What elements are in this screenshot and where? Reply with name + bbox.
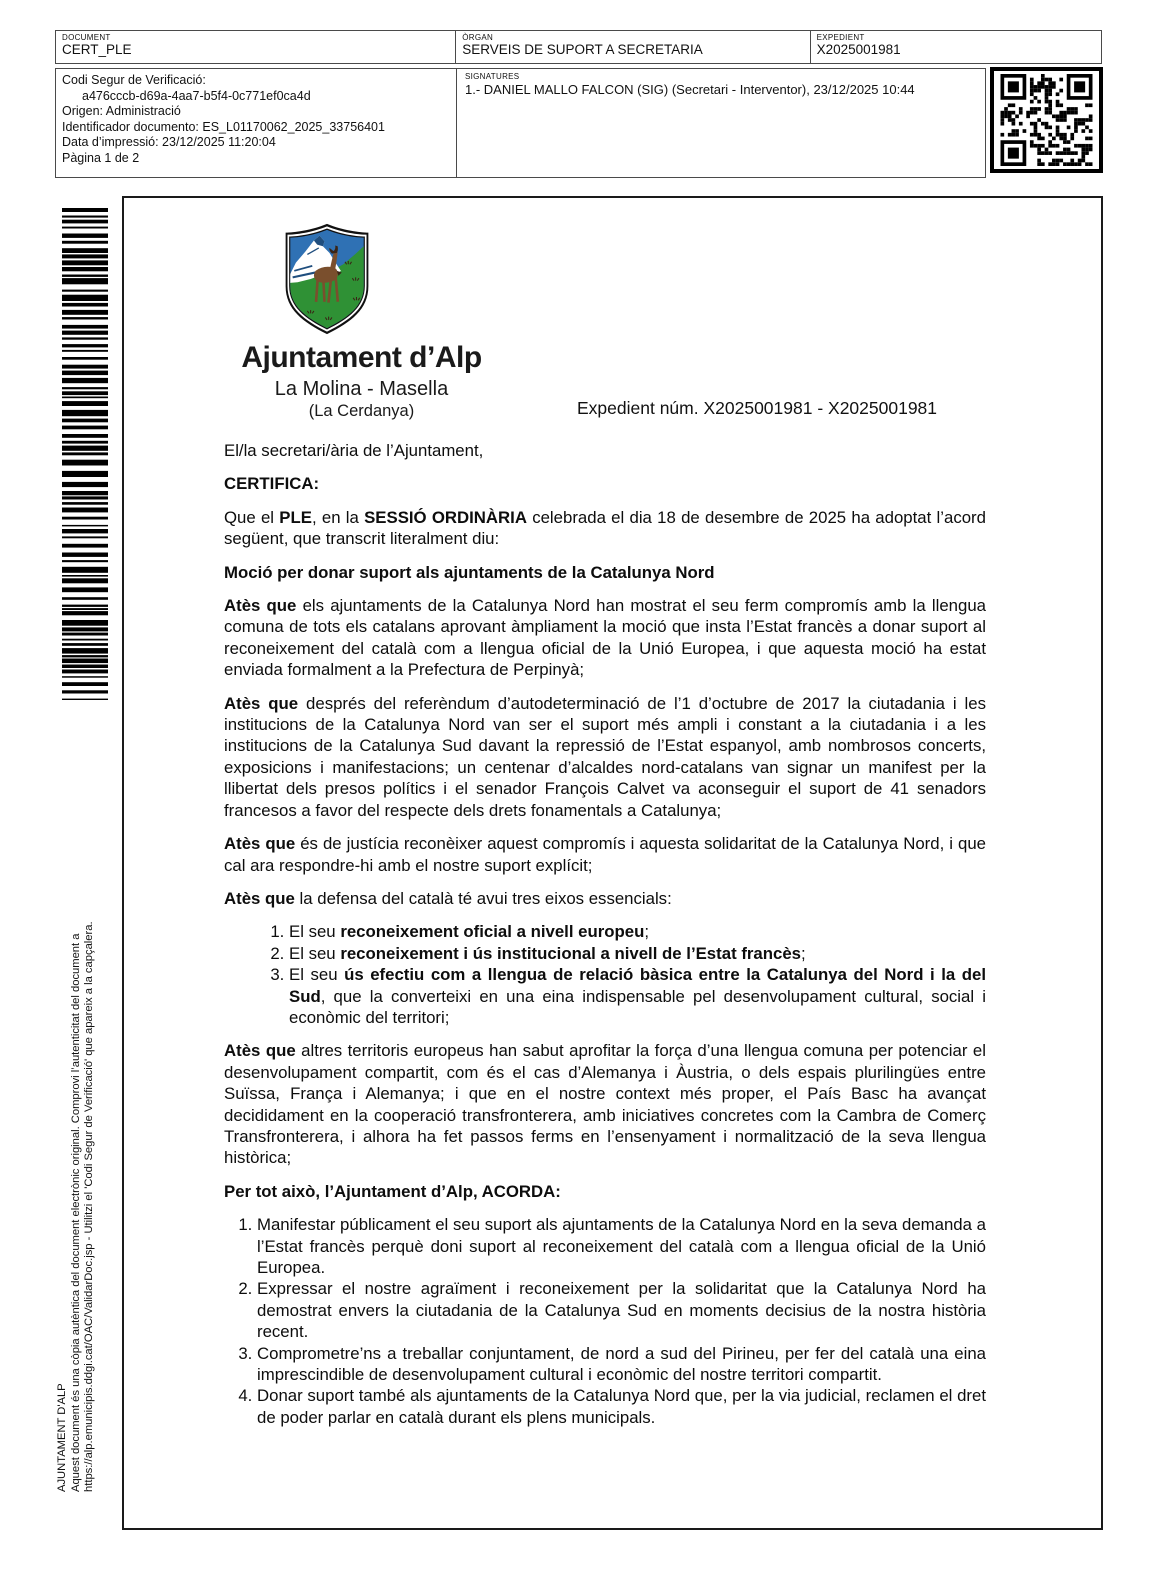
coat-of-arms-icon [281,222,373,336]
text: Donar suport també als ajuntaments de la Catalunya Nord que, per la via judicial, reclamen el dret de poder parlar en català durant els plens municipals. [257,1386,986,1427]
barcode-pattern [62,208,108,700]
organ-label: ÒRGAN [462,33,494,42]
logo-region: (La Cerdanya) [308,402,415,420]
main-content-frame [122,196,1103,1530]
document-value: CERT_PLE [62,42,132,57]
paragraph [224,440,986,461]
bold-text: Atès que [224,693,299,713]
sidebar-validation-url: https://alp.emunicipis.ddgi.cat/OAC/ValidarDoc.jsp - Utilitzi el 'Codi Segur de Verificació' que apareix a la capçalera. [83,921,95,1492]
bold-text: reconeixement oficial a nivell europeu [340,922,645,942]
bold-text: Moció per donar suport als ajuntaments de la Catalunya Nord [224,562,715,582]
verification-line: Origen: Administració [62,104,181,119]
verification-line: Codi Segur de Verificació: [62,73,206,87]
paragraph [224,888,986,909]
paragraph [224,693,986,821]
text: ; [644,922,650,942]
signature-line: 1.- DANIEL MALLO FALCON (SIG) (Secretari - Interventor), 23/12/2025 10:44 [465,82,915,97]
expedient-label: EXPEDIENT [816,33,865,42]
verification-signatures-box [55,68,986,178]
header-cell-organ [455,31,809,63]
list-item [257,1385,986,1428]
text: Expressar el nostre agraïment i reconeixement per la solidaritat que la Catalunya Nord ha demostrat envers la ciutadania de la Catalunya Sud en moments decisius de la nostra història recent. [257,1279,986,1342]
bold-text: Atès que [224,1041,296,1061]
expedient-value: X2025001981 [816,42,901,57]
bold-text: ús efectiu com a llengua de relació bàsica entre la Catalunya del Nord i la del Sud [289,965,986,1006]
sidebar-org-name: AJUNTAMENT D'ALP [56,1383,68,1492]
municipality-logo [239,222,484,421]
text: després del referèndum d’autodeterminació de l’1 d’octubre de 2017 la ciutadania i les institucions de la Catalunya Nord van ser el suport més ampli i constant a la ciutadania i a les institucions de la Catalunya Sud davant la repressió de l’Estat espanyol, amb nombrosos concerts, exposicions i manifestacions; un centenar d’alcaldes nord-catalans van signar un manifest per la llibertat dels presos polítics i el senador François Calvet va aconseguir el suport de 41 senadors francesos a favor del respecte dels drets fonamentals a Catalunya; [224,693,986,820]
text: Manifestar públicament el seu suport als ajuntaments de la Catalunya Nord en la seva demanda a l’Estat francès perquè doni suport al reconeixement del català com a llengua oficial de la Unió Europea. [257,1215,986,1277]
paragraph [224,833,986,876]
text: El seu [289,943,341,963]
page-number: Pàgina 1 de 2 [62,150,140,165]
verification-line: Data d’impressió: 23/12/2025 11:20:04 [62,135,276,150]
qr-code [990,67,1103,173]
document-body [224,440,986,1440]
expedient-number-line: Expedient núm. X2025001981 - X2025001981 [577,398,938,418]
list-item [257,1214,986,1278]
qr-code-pattern [999,74,1094,166]
section-heading [224,562,986,583]
header-table [55,30,1102,64]
bold-text: CERTIFICA: [224,474,320,494]
bold-text: Atès que [224,596,297,616]
text: altres territoris europeus han sabut aprofitar la força d’una llengua comuna per potenciar el desenvolupament compartit, com és el cas d’Alemanya i Àustria, o dels espais plurilingües entre Suïssa, França i Alemanya; i que en el nostre context més proper, el País Basc ha avançat decididament en la cooperació transfronterera, amb iniciatives concretes com la Cambra de Comerç Transfronterera, i alhora ha fet passos ferms en l’ensenyament i normalització de la seva llengua històrica; [224,1041,986,1168]
paragraph [224,507,986,550]
signatures-label: SIGNATURES [465,72,520,81]
sidebar-vertical-text [56,780,118,1492]
text: és de justícia reconèixer aquest compromís i aquesta solidaritat de la Catalunya Nord, i que cal ara respondre-hi amb el nostre suport explícit; [224,834,986,875]
ordered-list [224,1214,986,1428]
text: El/la secretari/ària de l’Ajuntament, [224,441,484,460]
bold-text: Atès que [224,888,295,908]
verification-block [56,69,456,177]
organ-value: SERVEIS DE SUPORT A SECRETARIA [462,42,703,57]
header-cell-document [56,31,455,63]
list-item [289,921,986,942]
logo-title: Ajuntament d’Alp [241,341,482,374]
logo-subtitle: La Molina - Masella [274,378,449,400]
paragraph [224,1040,986,1168]
header-cell-expedient [810,31,1101,63]
verification-line: Identificador documento: ES_L01170062_2025_33756401 [62,119,385,134]
list-item [257,1278,986,1342]
document-label: DOCUMENT [62,33,111,42]
text: Comprometre’ns a treballar conjuntament, de nord a sud del Pirineu, per fer del català una eina imprescindible de desenvolupament cultural i econòmic del nostre territori compartit. [257,1343,986,1385]
text: celebrada el dia 18 de desembre de 2025 ha adoptat l’acord següent, que transcrit literalment diu: [224,507,986,549]
bold-text: PLE [279,507,312,527]
sidebar-text-lines [56,780,118,1492]
ordered-list [224,921,986,1028]
text: els ajuntaments de la Catalunya Nord han mostrat el seu ferm compromís amb la llengua comuna de tots els catalans aprovant àmpliament la moció que insta l’Estat francès a donar suport al reconeixement del català com a llengua oficial de la Unió Europea, i que aquesta moció ha estat enviada formalment a la Prefectura de Perpinyà; [224,596,986,680]
section-heading [224,1181,986,1202]
bold-text: SESSIÓ ORDINÀRIA [364,507,527,527]
text: El seu [289,922,341,942]
barcode [62,208,108,700]
text: El seu [289,965,345,985]
list-item [289,943,986,964]
paragraph [224,473,986,494]
text: ; [801,943,806,963]
text: la defensa del català té avui tres eixos essencials: [294,888,672,908]
verification-code: a476cccb-d69a-4aa7-b5f4-0c771ef0ca4d [82,88,311,103]
paragraph [224,595,986,681]
list-item [257,1343,986,1386]
bold-text: reconeixement i ús institucional a nivell de l’Estat francès [340,943,802,963]
text: , en la [311,507,365,527]
text: , que la converteixi en una eina indispensable pel desenvolupament cultural, social i econòmic del territori; [289,986,986,1027]
bold-text: Atès que [224,834,296,854]
sidebar-authenticity-note: Aquest document és una còpia autèntica del document electrònic original. Comprovi l’autenticitat del document a [69,933,82,1492]
text: Que el [224,507,280,527]
list-item [289,964,986,1028]
bold-text: Per tot això, l’Ajuntament d’Alp, ACORDA: [224,1181,561,1201]
signatures-block [456,69,985,177]
